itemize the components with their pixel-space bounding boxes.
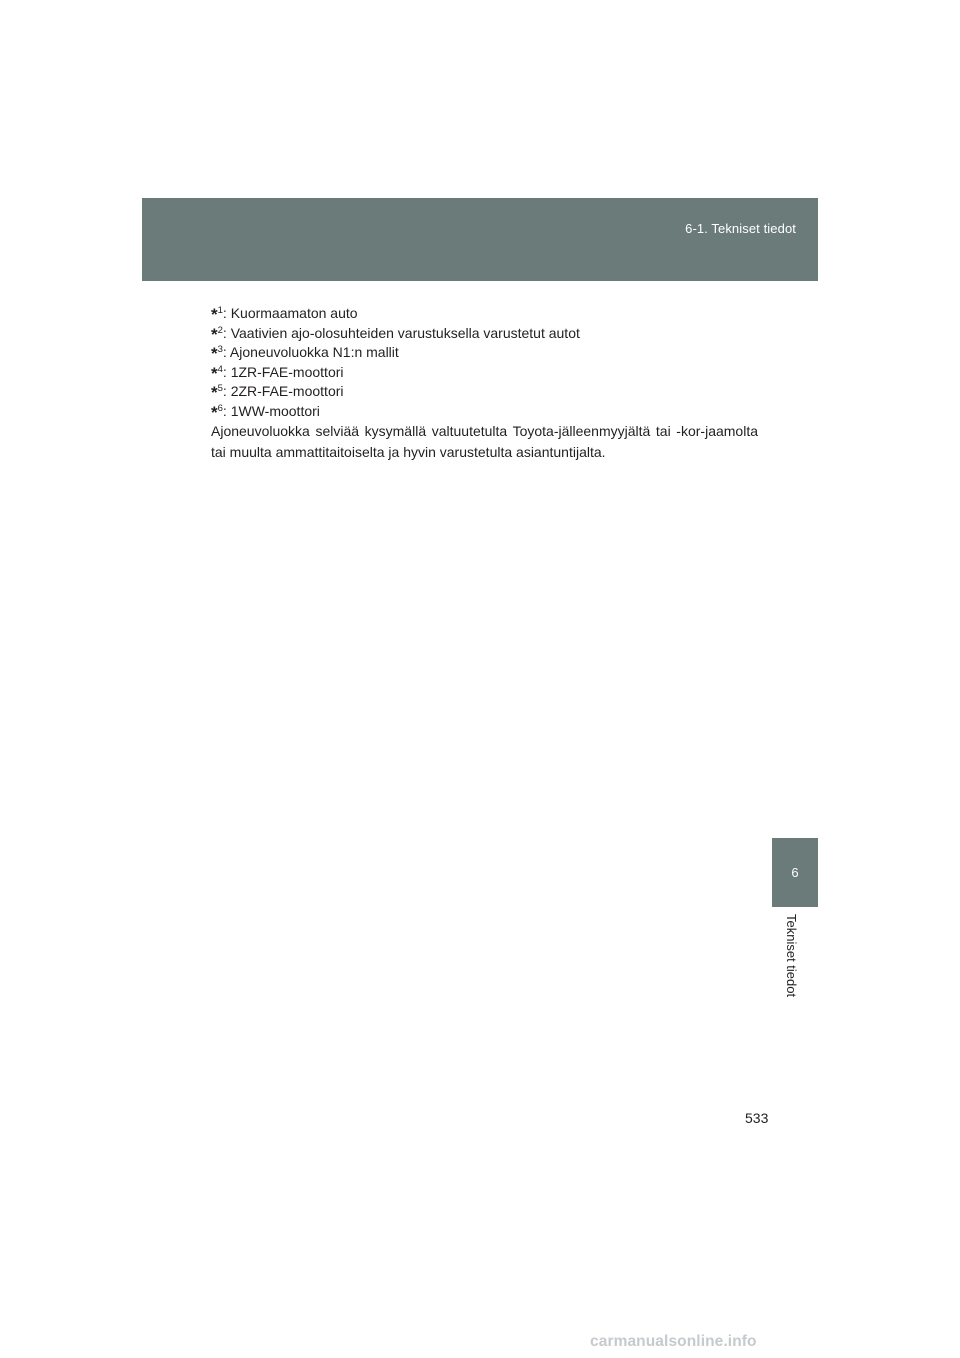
footnote-text: : Kuormaamaton auto [222,305,358,321]
footnote-number: 1 [217,305,223,316]
footnote-marker: * [211,344,218,364]
footnote-marker: * [211,305,218,324]
footnote-list [211,301,580,422]
footnote-number: 2 [217,324,223,336]
header-band [142,198,818,281]
footnote-number: 5 [217,383,223,395]
section-title: 6-1. Tekniset tiedot [685,221,796,236]
footnote-4 [211,360,580,383]
footnote-2 [211,321,580,344]
footnote-marker: * [211,363,218,383]
footnote-3 [211,340,580,364]
footnote-text: : Vaativien ajo-olosuhteiden varustuksella varustetut autot [222,324,580,341]
footnote-text: : Ajoneuvoluokka N1:n mallit [222,344,399,361]
footnote-number: 3 [217,344,223,356]
page-number: 533 [745,1110,769,1126]
chapter-number: 6 [791,865,799,880]
footnote-6 [211,399,580,422]
footnote-number: 4 [217,363,223,375]
watermark: carmanualsonline.info [590,1333,757,1350]
footnote-marker: * [211,402,218,422]
body-paragraph: Ajoneuvoluokka selviää kysymällä valtuutetulta Toyota-jälleenmyyjältä tai -kor-jaamolta tai muulta ammattitaitoiselta ja hyvin varustetulta asiantuntijalta. [211,423,758,460]
footnote-number: 6 [217,402,223,414]
footnote-5 [211,379,580,403]
chapter-tab [772,838,818,907]
footnote-text: : 1ZR-FAE-moottori [222,363,344,380]
footnote-marker: * [211,383,218,403]
chapter-label: Tekniset tiedot [784,914,799,998]
footnote-marker: * [211,324,218,344]
footnote-text: : 2ZR-FAE-moottori [222,383,344,400]
footnote-text: : 1WW-moottori [222,402,320,419]
footnote-1 [211,301,580,324]
